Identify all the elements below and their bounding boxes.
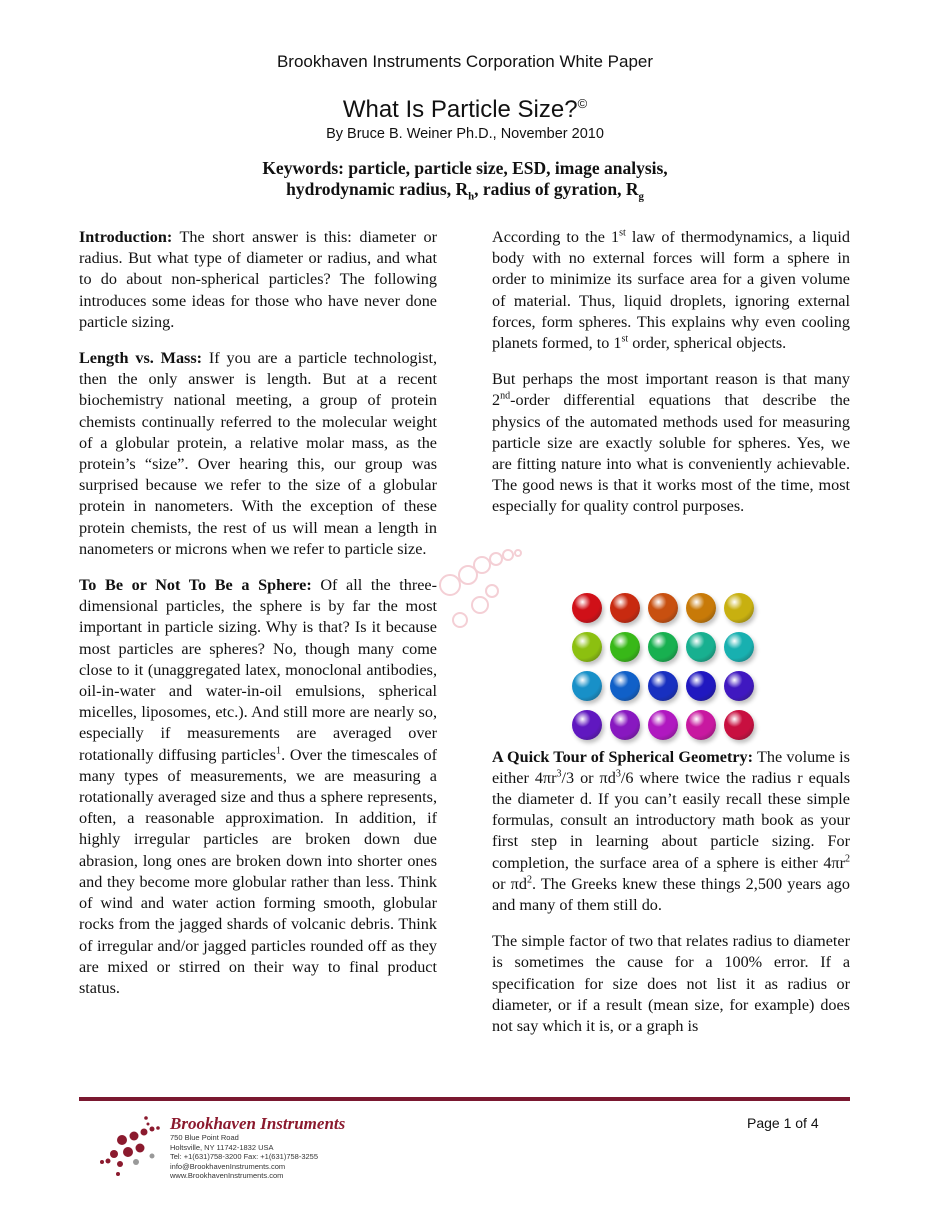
- sphere-heading: To Be or Not To Be a Sphere:: [79, 576, 312, 595]
- sphere-ball: [686, 593, 716, 623]
- geom-text-a: The volume is either 4πr: [492, 747, 850, 787]
- sphere-ball: [610, 632, 640, 662]
- subscript-g: g: [638, 190, 644, 203]
- sphere-ball: [572, 710, 602, 740]
- sphere-ball: [724, 593, 754, 623]
- p1-sup-1: st: [619, 227, 626, 239]
- keywords-line-1: Keywords: particle, particle size, ESD, image analysis,: [262, 158, 668, 178]
- geom-text-e: . The Greeks knew these things 2,500 years ago and many of them still do.: [492, 874, 850, 915]
- p1-sup-2: st: [621, 333, 629, 345]
- address-line: 750 Blue Point Road: [170, 1133, 239, 1142]
- length-text: If you are a particle technologist, then the only answer is length. But at a recent biochemistry national meeting, a group of protein chemists continually referred to the molecular weight of a globular protein, a relative molar mass, as the protein’s “size”. Over hearing this, our group was surprised because we refer to the size of a globular protein in nanometers. With the exception of these protein chemists, the rest of us will mean a length in nanometers or microns when we refer to particle size.: [79, 349, 437, 558]
- intro-heading: Introduction:: [79, 228, 173, 246]
- geometry-heading: A Quick Tour of Spherical Geometry:: [492, 747, 754, 766]
- p1-text-a: According to the 1: [492, 228, 620, 246]
- geom-sup-4: 2: [526, 874, 532, 886]
- p1-text-c: order, spherical objects.: [628, 334, 787, 353]
- geom-sup-3: 2: [844, 853, 850, 865]
- copyright-mark: ©: [577, 96, 588, 111]
- sphere-ball: [610, 710, 640, 740]
- address-line: Holtsville, NY 11742-1832 USA: [170, 1142, 274, 1152]
- sphere-ball: [686, 632, 716, 662]
- subscript-h: h: [468, 190, 475, 203]
- sphere-ball: [610, 671, 640, 701]
- footer-address: [170, 1133, 318, 1181]
- footnote-marker: 1: [276, 745, 282, 757]
- sphere-ball: [648, 710, 678, 740]
- intro-text: The short answer is this: diameter or radius. But what type of diameter or radius, and what to do about non-spherical particles? The following introduces some ideas for those who have never done particle sizing.: [79, 228, 437, 331]
- sphere-ball: [610, 593, 640, 623]
- address-line: www.BrookhavenInstruments.com: [170, 1171, 284, 1181]
- sphere-text-b: . Over the timescales of many types of measurements, we are measuring a rotationally averaged size and thus a sphere represents, often, a reasonable approximation. In addition, if highly irregular particles are broken down due abrasion, long ones are broken down into shorter ones and they become more globular rather than less. Think of wind and water action forming smooth, globular rocks from the jagged shards of volcanic debris. Think of irregular and/or jagged particles rounded off as they are mixed or stirred on their way to final product status.: [79, 745, 437, 997]
- address-line: Tel: +1(631)758-3200 Fax: +1(631)758-3255: [170, 1152, 319, 1162]
- title-text: What Is Particle Size?: [342, 96, 578, 123]
- keywords-text-a: hydrodynamic radius, R: [286, 179, 469, 199]
- paragraph-thermodynamics: [492, 227, 850, 354]
- address-line: info@BrookhavenInstruments.com: [170, 1161, 286, 1171]
- length-heading: Length vs. Mass:: [79, 349, 203, 368]
- page-title: [0, 96, 930, 124]
- sphere-ball: [686, 671, 716, 701]
- p2-text-b: -order differential equations that describe the physics of the automated methods used for measuring particle size are exactly soluble for spheres. Yes, we are fitting nature into what is conveniently achievable. The good news is that it works most of the time, most especially for quality control purposes.: [492, 391, 850, 516]
- geom-text-d: or πd: [492, 874, 527, 893]
- document-header: Brookhaven Instruments Corporation White Paper: [276, 52, 654, 71]
- page-number: Page 1 of 4: [747, 1115, 819, 1131]
- paragraph-length-vs-mass: [79, 348, 437, 560]
- footer-brand: Brookhaven Instruments: [170, 1114, 346, 1133]
- paragraph-spherical-geometry: [492, 747, 850, 917]
- p2-sup: nd: [500, 391, 511, 403]
- geom-text-c: /6 where twice the radius r equals the diameter d. If you can’t easily recall these simple formulas, consult an introductory math book as your first step in learning about particle sizing. For completion, the surface area of a sphere is either 4πr: [492, 768, 850, 872]
- geom-sup-1: 3: [556, 768, 562, 780]
- p2-text-a: But perhaps the most important reason is that many 2: [492, 370, 850, 410]
- sphere-ball: [724, 671, 754, 701]
- sphere-ball: [648, 671, 678, 701]
- sphere-ball: [686, 710, 716, 740]
- sphere-ball: [724, 632, 754, 662]
- sphere-ball: [572, 593, 602, 623]
- p1-text-b: law of thermodynamics, a liquid body with no external forces will form a sphere in order to minimize its surface area for a given volume of material. Thus, liquid droplets, ignoring external forces, form spheres. This explains why even cooling planets formed, to 1: [492, 228, 850, 353]
- sphere-grid-figure: [565, 588, 765, 738]
- keywords: [0, 158, 930, 203]
- left-column: [79, 227, 437, 1014]
- footer-rule: [79, 1097, 850, 1101]
- sphere-ball: [572, 671, 602, 701]
- sphere-ball: [648, 593, 678, 623]
- sphere-ball: [572, 632, 602, 662]
- sphere-ball: [724, 710, 754, 740]
- paragraph-introduction: [79, 227, 437, 333]
- keywords-text-b: , radius of gyration, R: [474, 179, 639, 199]
- sphere-ball: [648, 632, 678, 662]
- geom-sup-2: 3: [615, 768, 621, 780]
- paragraph-factor-of-two: The simple factor of two that relates radius to diameter is sometimes the cause for a 100% error. If a specification for size does not list it as radius or diameter, or if a result (mean size, for example) does not say which it is, or a graph is: [492, 932, 850, 1036]
- geom-text-b: /3 or πd: [561, 768, 616, 787]
- keywords-line-2: [0, 179, 930, 203]
- sphere-text-a: Of all the three-dimensional particles, the sphere is by far the most important in particle sizing. Why is that? Is it because most particles are spheres? No, though many come close to it (unaggregated latex, monoclonal antibodies, oil-in-water and water-in-oil emulsions, spherical micelles, liposomes, etc.). And still more are nearly so, especially if measurements are averaged over rotationally diffusing particles: [79, 576, 437, 764]
- paragraph-sphere: [79, 575, 437, 999]
- paragraph-differential-equations: [492, 369, 850, 517]
- byline: By Bruce B. Weiner Ph.D., November 2010: [326, 126, 604, 142]
